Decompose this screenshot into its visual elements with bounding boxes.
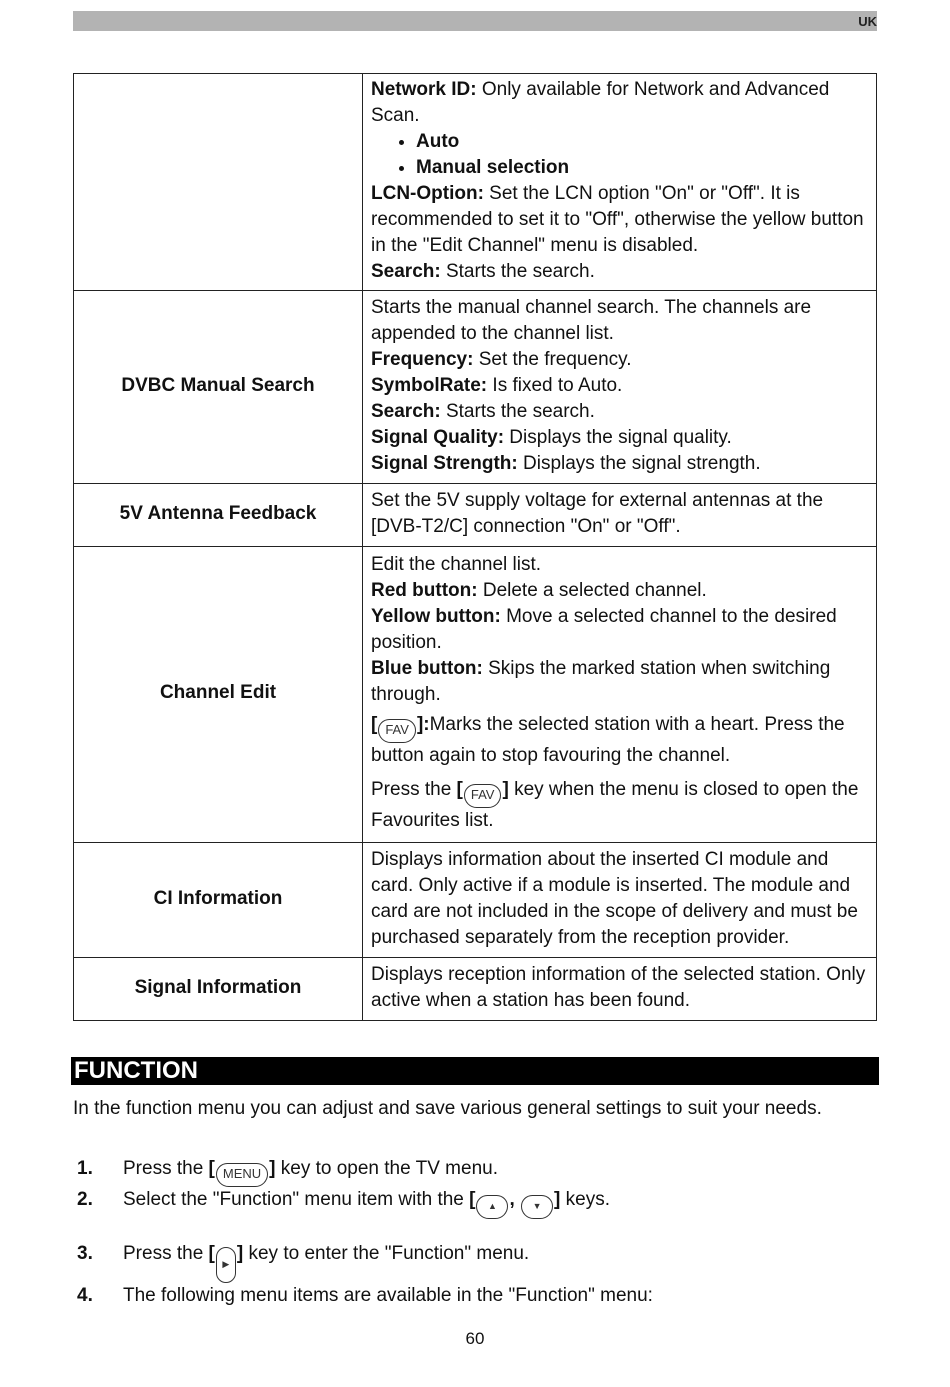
step-text: key to enter the "Function" menu. bbox=[243, 1243, 530, 1264]
search-text: Starts the search. bbox=[440, 400, 595, 422]
bracket-open: [ bbox=[456, 779, 463, 800]
fav-key-icon: FAV bbox=[464, 784, 502, 808]
table-row bbox=[74, 958, 877, 1021]
list-item: • Auto bbox=[416, 129, 868, 155]
list-item: 2. Select the "Function" menu item with the [ ▲ , ▼ ] keys. bbox=[73, 1187, 873, 1219]
symbolrate-text: Is fixed to Auto. bbox=[487, 374, 623, 396]
search-term: Search: bbox=[371, 400, 441, 422]
signal-quality-text: Displays the signal quality. bbox=[504, 426, 732, 448]
frequency-term: Frequency: bbox=[371, 348, 474, 370]
bracket-open: [ bbox=[371, 714, 378, 735]
row-description: Displays reception information of the selected station. Only active when a station has been found. bbox=[363, 958, 877, 1021]
table-row bbox=[74, 74, 877, 291]
row-description bbox=[363, 74, 877, 291]
row-label: Channel Edit bbox=[74, 547, 363, 843]
red-button-text: Delete a selected channel. bbox=[477, 580, 707, 601]
step-number: 2. bbox=[77, 1189, 93, 1210]
manual-search-intro: Starts the manual channel search. The channels are appended to the channel list. bbox=[371, 296, 812, 344]
row-label: Signal Information bbox=[74, 958, 363, 1021]
blue-button-term: Blue button: bbox=[371, 658, 483, 679]
search-text: Starts the search. bbox=[440, 260, 595, 282]
yellow-button-term: Yellow button: bbox=[371, 606, 501, 627]
table-row bbox=[74, 484, 877, 547]
header-bar bbox=[73, 11, 877, 31]
network-id-options bbox=[371, 129, 868, 181]
red-button-term: Red button: bbox=[371, 580, 478, 601]
row-description: Displays information about the inserted CI module and card. Only active if a module is inserted. The module and card are not included in the scope of delivery and must be purchased separately from the reception provider. bbox=[363, 843, 877, 958]
row-label: DVBC Manual Search bbox=[74, 291, 363, 484]
row-label: CI Information bbox=[74, 843, 363, 958]
down-arrow-key-icon: ▼ bbox=[521, 1195, 553, 1219]
lcn-text: Set the LCN option "On" or "Off". It is recommended to set it to "Off", otherwise the yellow button in the "Edit Channel" menu is disabled. bbox=[371, 182, 864, 256]
channel-edit-intro: Edit the channel list. bbox=[371, 554, 542, 575]
row-label bbox=[74, 74, 363, 291]
list-item: • Manual selection bbox=[416, 155, 868, 181]
section-title: FUNCTION bbox=[74, 1057, 198, 1084]
settings-table bbox=[73, 73, 877, 1021]
row-description bbox=[363, 291, 877, 484]
step-text: keys. bbox=[560, 1189, 610, 1210]
row-description: Set the 5V supply voltage for external antennas at the [DVB-T2/C] connection "On" or "Off". bbox=[363, 484, 877, 547]
table-row bbox=[74, 843, 877, 958]
frequency-text: Set the frequency. bbox=[473, 348, 632, 370]
blue-button-text: Skips the marked station when switching through. bbox=[371, 658, 831, 705]
row-label: 5V Antenna Feedback bbox=[74, 484, 363, 547]
signal-quality-term: Signal Quality: bbox=[371, 426, 505, 448]
step-number: 1. bbox=[77, 1158, 93, 1179]
step-text: Select the "Function" menu item with the bbox=[123, 1189, 470, 1210]
row-description bbox=[363, 547, 877, 843]
step-text: key to open the TV menu. bbox=[275, 1158, 498, 1179]
steps-list bbox=[73, 1156, 873, 1309]
fav-key-icon: FAV bbox=[378, 719, 416, 743]
signal-strength-text: Displays the signal strength. bbox=[517, 452, 761, 474]
list-item: 1. Press the [ MENU ] key to open the TV menu. bbox=[73, 1156, 873, 1187]
list-item bbox=[73, 1283, 873, 1309]
bracket-close: ]: bbox=[416, 714, 430, 735]
step-text: Press the bbox=[123, 1158, 209, 1179]
press-text: Press the bbox=[371, 779, 457, 800]
search-term: Search: bbox=[371, 260, 441, 282]
symbolrate-term: SymbolRate: bbox=[371, 374, 488, 396]
table-row bbox=[74, 547, 877, 843]
menu-key-icon: MENU bbox=[216, 1163, 268, 1187]
region-label: UK bbox=[858, 14, 877, 29]
section-heading-bar bbox=[71, 1057, 879, 1085]
page-number: 60 bbox=[465, 1329, 485, 1348]
press-rest-text: key when the menu is closed to open the Favourites list. bbox=[371, 779, 859, 831]
network-id-text: Only available for Network and Advanced Scan. bbox=[371, 78, 830, 126]
up-arrow-key-icon: ▲ bbox=[476, 1195, 508, 1219]
right-arrow-key-icon: ▶ bbox=[216, 1247, 236, 1283]
list-item: 3. Press the [ ▶ ] key to enter the "Function" menu. bbox=[73, 1241, 873, 1283]
fav-text: Marks the selected station with a heart. Press the button again to stop favouring the channel. bbox=[371, 714, 845, 766]
signal-strength-term: Signal Strength: bbox=[371, 452, 518, 474]
bracket-close: ] bbox=[502, 779, 509, 800]
lcn-term: LCN-Option: bbox=[371, 182, 484, 204]
step-text: The following menu items are available in the "Function" menu: bbox=[123, 1285, 653, 1306]
step-text: Press the bbox=[123, 1243, 209, 1264]
network-id-term: Network ID: bbox=[371, 78, 477, 100]
step-number: 4. bbox=[77, 1285, 93, 1306]
table-row bbox=[74, 291, 877, 484]
yellow-button-text: Move a selected channel to the desired position. bbox=[371, 606, 837, 653]
section-intro: In the function menu you can adjust and save various general settings to suit your needs. bbox=[73, 1098, 822, 1119]
step-number: 3. bbox=[77, 1243, 93, 1264]
